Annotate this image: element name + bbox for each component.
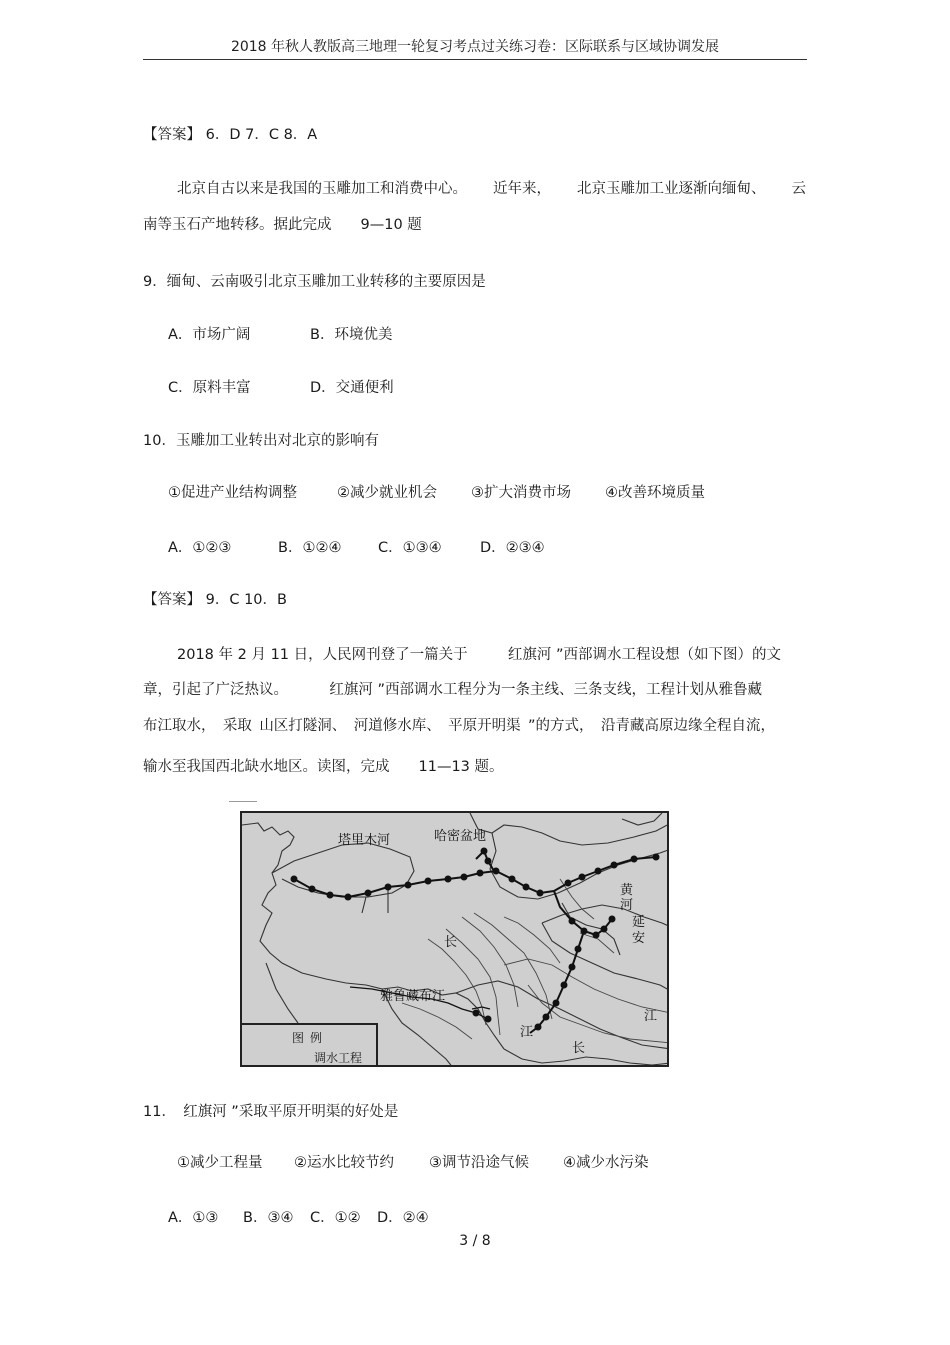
- label-an: 安: [632, 931, 646, 946]
- label-yellow-river: 黄河: [620, 883, 634, 913]
- intro2-seg: 布江取水，: [143, 718, 216, 734]
- intro2-seg: 章，引起了广泛热议。: [143, 682, 288, 698]
- intro2-seg: ”的方式，: [528, 718, 594, 734]
- legend-title: 图例: [291, 1031, 328, 1045]
- label-tarim-river: 塔里木河: [338, 833, 391, 848]
- label-yan: 延: [632, 915, 646, 930]
- intro1-seg: 北京自古以来是我国的玉雕加工和消费中心。: [177, 181, 467, 197]
- q10-option-a: A．①②③: [168, 540, 232, 556]
- intro1-seg: 云: [791, 181, 806, 197]
- label-jiang-middle: 江: [520, 1025, 534, 1040]
- intro2-seg: 山区打隧洞、: [259, 718, 347, 734]
- figure-mark: [229, 801, 257, 802]
- q11-item-4: ④减少水污染: [563, 1155, 649, 1171]
- q10-item-3: ③扩大消费市场: [471, 485, 571, 501]
- q11-item-3: ③调节沿途气候: [429, 1155, 529, 1171]
- q11-option-a: A．①③: [168, 1210, 219, 1226]
- q10-item-1: ①促进产业结构调整: [168, 485, 297, 501]
- q9-option-c: C．原料丰富: [168, 380, 251, 396]
- q9-option-d: D．交通便利: [310, 380, 394, 396]
- intro-paragraph-1-line-2: 南等玉石产地转移。据此完成 9—10 题: [143, 217, 422, 233]
- legend-item-diversion: 调水工程: [314, 1051, 363, 1065]
- intro1-seg: 北京玉雕加工业逐渐向缅甸、: [577, 181, 766, 197]
- answer-6-8: 【答案】 6．D 7．C 8．A: [143, 127, 318, 143]
- intro2-seg: 红旗河 ”西部调水工程设想（如下图）的文: [507, 647, 781, 663]
- answer-9-10: 【答案】 9．C 10．B: [143, 592, 287, 608]
- q11-option-d: D．②④: [377, 1210, 429, 1226]
- page-header: 2018 年秋人教版高三地理一轮复习考点过关练习卷：区际联系与区域协调发展: [230, 39, 720, 55]
- q10-option-b: B．①②④: [278, 540, 342, 556]
- label-chang-top: 长: [444, 935, 458, 950]
- intro-paragraph-1-line-1: [177, 180, 806, 198]
- intro-paragraph-2-line-4: 输水至我国西北缺水地区。读图，完成 11—13 题。: [143, 759, 504, 775]
- q10-option-d: D．②③④: [480, 540, 545, 556]
- q11-option-c: C．①②: [310, 1210, 361, 1226]
- intro2-seg: 沿青藏高原边缘全程自流，: [600, 718, 775, 734]
- label-yarlung-tsangpo: 雅鲁藏布江: [380, 989, 446, 1004]
- header-rule: [143, 59, 807, 60]
- intro1-seg: 近年来，: [493, 181, 551, 197]
- q10-item-2: ②减少就业机会: [337, 485, 437, 501]
- label-chang-bottom: 长: [572, 1041, 586, 1056]
- intro2-seg: 平原开明渠: [448, 718, 521, 734]
- q9-option-a: A．市场广阔: [168, 327, 251, 343]
- water-diversion-map: [240, 811, 669, 1067]
- question-10-stem: 10．玉雕加工业转出对北京的影响有: [143, 433, 379, 449]
- label-hami-basin: 哈密盆地: [434, 829, 487, 844]
- q11-option-b: B．③④: [243, 1210, 294, 1226]
- q11-item-2: ②运水比较节约: [294, 1155, 394, 1171]
- question-9-stem: 9．缅甸、云南吸引北京玉雕加工业转移的主要原因是: [143, 274, 486, 290]
- q10-item-4: ④改善环境质量: [605, 485, 705, 501]
- page-number: 3 / 8: [459, 1233, 491, 1249]
- intro-paragraph-2-line-2: [143, 681, 762, 699]
- label-jiang-right: 江: [644, 1009, 658, 1024]
- q9-option-b: B．环境优美: [310, 327, 393, 343]
- intro-paragraph-2-line-1: [177, 646, 781, 664]
- intro2-seg: 采取: [222, 718, 252, 734]
- intro2-seg: 红旗河 ”西部调水工程分为一条主线、三条支线，工程计划从雅鲁藏: [329, 682, 762, 698]
- intro-paragraph-2-line-3: [143, 717, 775, 735]
- intro2-seg: 河道修水库、: [353, 718, 441, 734]
- q11-item-1: ①减少工程量: [177, 1155, 263, 1171]
- question-11-stem: 11． 红旗河 ”采取平原开明渠的好处是: [143, 1104, 399, 1120]
- map-legend: [242, 1023, 378, 1067]
- intro2-seg: 2018 年 2 月 11 日，人民网刊登了一篇关于: [177, 647, 468, 663]
- q10-option-c: C．①③④: [378, 540, 442, 556]
